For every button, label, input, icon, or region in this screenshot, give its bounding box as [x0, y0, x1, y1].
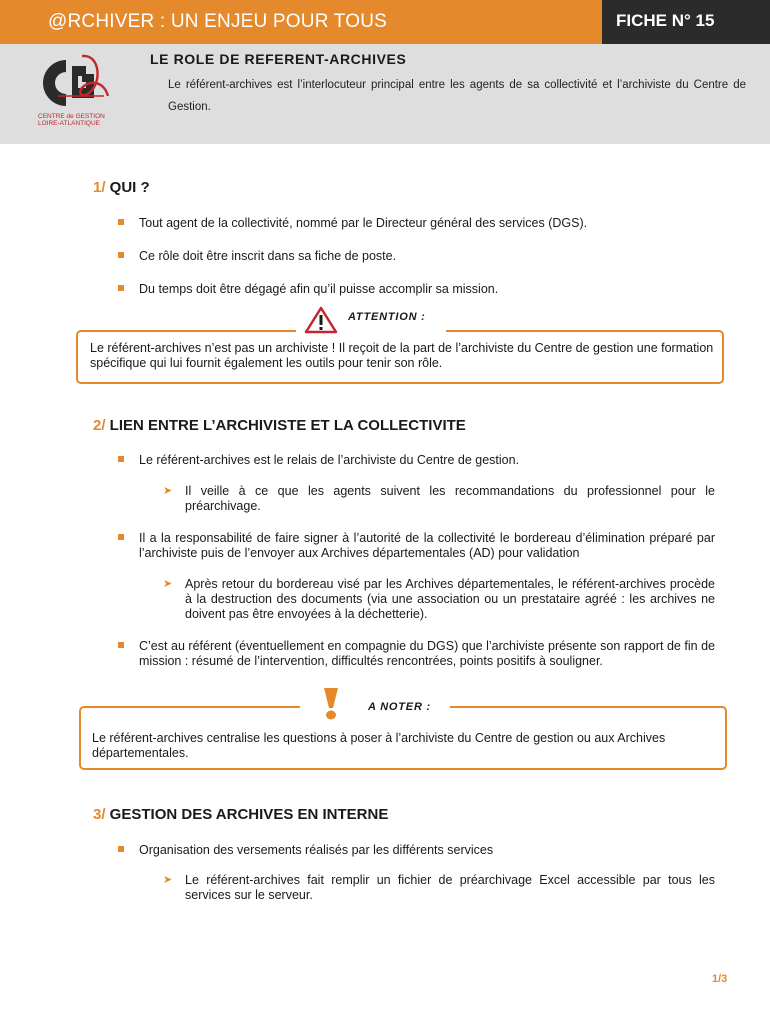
- bullet-icon: [118, 534, 124, 540]
- note-text: Le référent-archives centralise les questions à poser à l’archiviste du Centre de gestion ou aux Archives départementales.: [92, 731, 666, 760]
- bullet-icon: [118, 642, 124, 648]
- list-item: Le référent-archives est le relais de l’archiviste du Centre de gestion.: [139, 453, 719, 468]
- note-label: A NOTER :: [362, 701, 437, 713]
- banner-title: @RCHIVER : UN ENJEU POUR TOUS: [48, 11, 387, 32]
- arrow-bullet-icon: ➤: [163, 485, 173, 497]
- section-2-heading: [93, 417, 466, 434]
- page-title: LE ROLE DE REFERENT-ARCHIVES: [150, 51, 407, 67]
- bullet-icon: [118, 285, 124, 291]
- section-2-number: 2/: [93, 417, 106, 434]
- attention-box: [76, 330, 724, 384]
- list-item: C’est au référent (éventuellement en compagnie du DGS) que l’archiviste présente son rapport de fin de mission : résumé de l’intervention, difficultés rencontrées, points positifs à souligner.: [139, 639, 715, 669]
- attention-text: Le référent-archives n’est pas un archiviste ! Il reçoit de la part de l’archiviste du Centre de gestion une formation spécifique qui lui fournit également les outils pour tenir son rôle.: [90, 341, 714, 370]
- bullet-icon: [118, 846, 124, 852]
- sub-list-item: ➤ Il veille à ce que les agents suivent les recommandations du professionnel pour le préarchivage.: [163, 484, 715, 513]
- list-item: Il a la responsabilité de faire signer à l’autorité de la collectivité le bordereau d’élimination préparé par l’archiviste puis de l’envoyer aux Archives départementales (AD) pour validation: [139, 531, 715, 561]
- fiche-number: FICHE N° 15: [602, 0, 770, 44]
- arrow-bullet-icon: ➤: [163, 578, 173, 590]
- intro-text: Le référent-archives est l’interlocuteur principal entre les agents de sa collectivité et l’archiviste du Centre de Gestion.: [168, 79, 746, 113]
- section-1-number: 1/: [93, 179, 106, 196]
- sub-list-item: ➤ Après retour du bordereau visé par les Archives départementales, le référent-archives procède à la destruction des documents (via une association ou un prestataire agréé : les archives ne doivent pas être envoyées à la déchetterie).: [163, 577, 715, 621]
- list-item: Organisation des versements réalisés par les différents services: [139, 843, 719, 858]
- bullet-icon: [118, 252, 124, 258]
- sub-list-item: ➤ Le référent-archives fait remplir un fichier de préarchivage Excel accessible par tous les services sur le serveur.: [163, 873, 715, 902]
- list-item: Du temps doit être dégagé afin qu’il puisse accomplir sa mission.: [139, 282, 719, 297]
- section-3-number: 3/: [93, 806, 106, 823]
- section-2-title: LIEN ENTRE L’ARCHIVISTE ET LA COLLECTIVITE: [105, 417, 466, 434]
- list-item: Ce rôle doit être inscrit dans sa fiche de poste.: [139, 249, 719, 264]
- bullet-icon: [118, 219, 124, 225]
- section-1-heading: [93, 179, 150, 196]
- list-item: Tout agent de la collectivité, nommé par le Directeur général des services (DGS).: [139, 216, 719, 231]
- section-1-title: QUI ?: [105, 179, 150, 196]
- note-box: [79, 706, 727, 770]
- arrow-bullet-icon: ➤: [163, 874, 173, 886]
- bullet-icon: [118, 456, 124, 462]
- warning-icon: [304, 306, 338, 334]
- logo-caption: CENTRE de GESTION LOIRE-ATLANTIQUE: [38, 113, 105, 127]
- section-3-title: GESTION DES ARCHIVES EN INTERNE: [105, 806, 389, 823]
- page-number: 1/3: [712, 973, 728, 985]
- exclamation-icon: [318, 686, 344, 722]
- attention-label: ATTENTION :: [342, 311, 432, 323]
- section-3-heading: [93, 806, 388, 823]
